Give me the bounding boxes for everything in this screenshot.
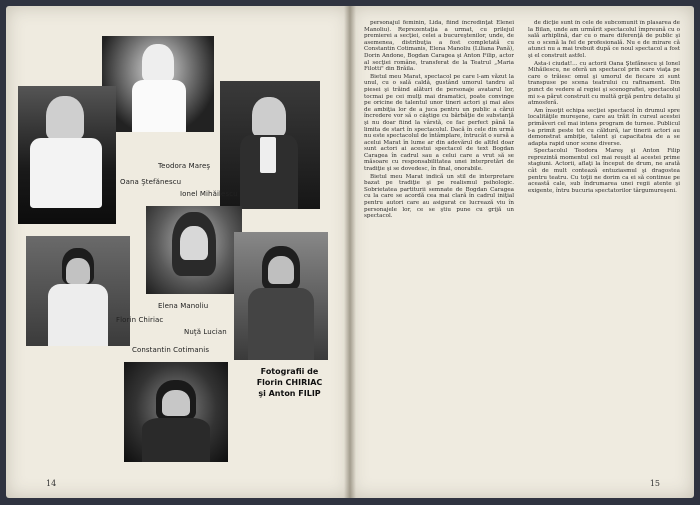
caption-oana: Oana Ştefănescu bbox=[120, 178, 182, 186]
left-page bbox=[6, 6, 350, 498]
paragraph: Spectacolul Teodora Mareş şi Anton Filip reprezintă momentul cel mai reuşit al acestei prime stagiuni. Actorii, aflaţi la început de drum, ne arată cât de mult contează entuziasmul şi dragostea pentru teatru. Cu toţii ne dorim ca ei să continue pe această cale, sub îndrumarea unei regii atente şi exigente, întru bucuria spectatorilor târgumureşeni. bbox=[528, 148, 680, 194]
caption-florin: Florin Chiriac bbox=[116, 316, 164, 324]
text-column-1 bbox=[364, 20, 514, 470]
photo-constantin-cotimanis bbox=[124, 362, 228, 462]
right-page bbox=[350, 6, 694, 498]
credit-line-2: Florin CHIRIAC bbox=[256, 378, 323, 387]
caption-nuta: Nuţă Lucian bbox=[184, 328, 227, 336]
photo-oana-stefanescu bbox=[18, 86, 116, 224]
photo-nuta-lucian bbox=[234, 232, 328, 360]
paragraph: Bietul meu Marat, spectacol pe care l-am văzut la unul, cu o sală caldă, gustând umorul tandru al piesei şi trăind alături de personaje avatarul lor, tocmai pe cei mulţi mai dramatici, poate convinge pe oricine de talentul unor tineri actori şi mai ales de ambiţia lor de a juca pentru un public a cărui încredere vor să o câştige cu bărbăţie de substanţă şi nu doar fiind la vârstă, ce fac perfect până la limita de start în spectacolul. Dacă în cele din urmă nu este spectacolul de întâmplare, întrucât o sursă a acelui Marat în lume ar din adevărul de altfel doar sunt actori ai acestui spectacol de text Bogdan Caragea în cadrul sau a celui care a vrut să se măsoare cu responsabilitatea unei interpretări de tradiţie şi se dovedesc, în final, onorabile. bbox=[364, 73, 514, 173]
magazine-spread bbox=[6, 6, 694, 498]
caption-constantin: Constantin Cotimanis bbox=[132, 346, 210, 354]
paragraph: personajul feminin, Lida, fiind încredinţat Elenei Manoliu). Reprezentaţia a urmat, cu prilejul premierei a secţiei, celei a bucureştenilor, unde, de asemenea, distribuţia a fost completată cu Constantin Cotimanis, Elena Manoliu (Liliana Pană), Dorin Andone, Bogdan Caragea şi Anton Filip, actor al secţiei române, transferat de la Teatrul „Maria Filotti" din Brăila. bbox=[364, 20, 514, 73]
page-number-left: 14 bbox=[46, 479, 57, 488]
photo-credits bbox=[242, 366, 337, 399]
caption-ionel: Ionel Mihăilescu bbox=[180, 190, 238, 198]
caption-elena: Elena Manoliu bbox=[158, 302, 209, 310]
paragraph: de dicţie sunt în cele de subcomunit în plasarea de la Bilan, unde am urmărit spectacolul împreună cu o sală arhiplină, dar cu o mare diferenţă de public şi cu o scenă la fel de profesională. Nu e de mirare că atunci nu a mai trebuit după ce noul spectacol a fost şi el construit astfel. bbox=[528, 20, 680, 59]
book-gutter bbox=[344, 6, 356, 498]
credit-line-1: Fotografii de bbox=[260, 367, 319, 376]
paragraph: Bietul meu Marat indică un stil de interpretare bazat pe tradiţie şi pe realismul psihologic. Sobrietatea partiturii semnate de Bogdan Caragea cu la care se acordă cea mai clară în cadrul iniţial pentru autori care au asigurat ce lucrează viu în personajele lor, ce se ştiu pune cu grijă un spectacol. bbox=[364, 173, 514, 220]
credit-line-3: şi Anton FILIP bbox=[258, 389, 321, 398]
photo-florin-chiriac bbox=[26, 236, 130, 346]
caption-teodora: Teodora Mareş bbox=[158, 162, 211, 170]
page-number-right: 15 bbox=[649, 479, 660, 488]
paragraph: Am însoţit echipa secţiei spectacol în drumul spre localităţile mureşene, care au trăit în cursul acestei primăveri cel mai intens program de turnee. Publicul i-a primit peste tot cu căldură, iar tinerii actori au demonstrat ambiţie, talent şi capacitatea de a se adapta rapid unor scene diverse. bbox=[528, 107, 680, 147]
paragraph: Asta-i ciudat!... cu actorii Oana Ştefănescu şi Ionel Mihăilescu, ne oferă un spectacol prin care viaţa pe care o trăiesc omul şi umorul de fiecare zi sunt transpuse pe scena teatrului cu rafinament. Din punct de vedere al regiei şi scenografiei, spectacolul mi s-a părut construit cu multă grijă pentru detaliu şi atmosferă. bbox=[528, 60, 680, 107]
text-column-2 bbox=[528, 20, 680, 470]
photo-teodora-mares bbox=[102, 36, 214, 132]
photo-elena-manoliu bbox=[146, 206, 242, 294]
